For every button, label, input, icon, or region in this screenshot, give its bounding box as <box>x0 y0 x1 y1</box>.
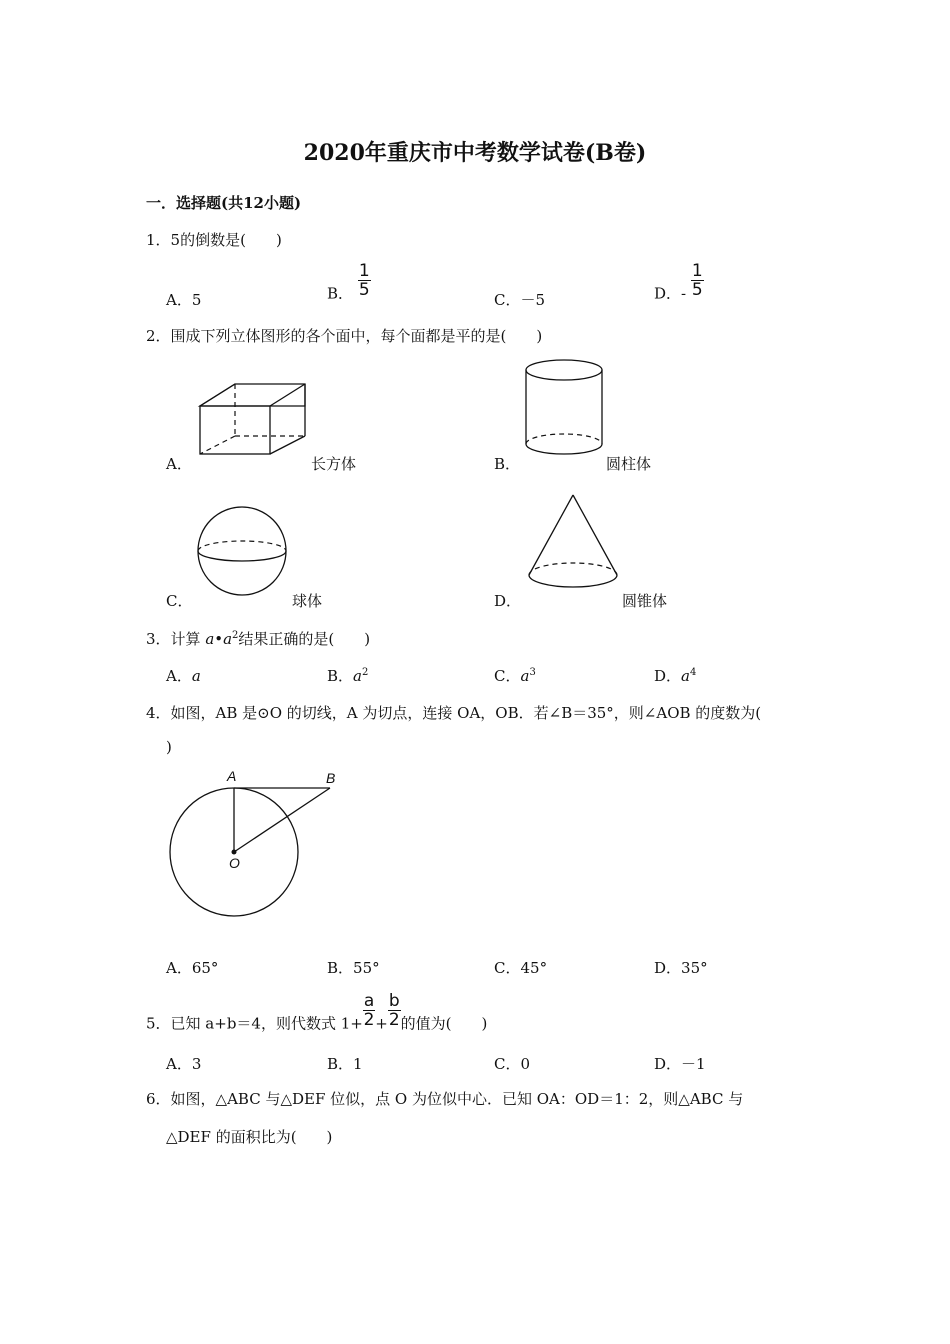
q3-option-a-prefix: A． <box>166 667 192 685</box>
fraction-denominator: 2 <box>388 1010 400 1030</box>
q4-option-b: B．55° <box>327 959 380 977</box>
q5-stem-suffix: 的值为( ) <box>400 1014 488 1033</box>
q1-option-d-prefix: D．- <box>654 284 687 303</box>
q3-stem-expression: a•a <box>205 630 233 648</box>
fraction-denominator: 2 <box>363 1010 375 1030</box>
q2-option-d-label: 圆锥体 <box>622 592 668 610</box>
q3-option-c-value: a <box>520 667 530 685</box>
question-1-stem: 1．5的倒数是( ) <box>146 231 282 249</box>
q5-stem-prefix: 5．已知 a+b＝4，则代数式 1+ <box>146 1014 363 1033</box>
q2-option-b-label: 圆柱体 <box>606 455 652 473</box>
q5-option-c: C．0 <box>494 1055 531 1073</box>
q3-option-c <box>494 665 536 686</box>
q4-option-c: C．45° <box>494 959 548 977</box>
fraction-numerator: 1 <box>691 261 703 281</box>
point-label-b: B <box>326 770 336 786</box>
question-5-stem <box>146 992 487 1034</box>
q1-option-d <box>654 262 704 304</box>
q5-plus-sign: + <box>375 1014 388 1033</box>
q5-fraction-b <box>388 992 401 1029</box>
q4-option-d: D．35° <box>654 959 708 977</box>
fraction-numerator: a <box>363 991 375 1011</box>
cuboid-figure <box>195 382 310 458</box>
fraction-denominator: 5 <box>691 280 703 300</box>
q3-option-c-prefix: C． <box>494 667 521 685</box>
q3-stem-suffix: 结果正确的是( ) <box>238 630 371 648</box>
section-heading: 一．选择题(共12小题) <box>146 194 302 212</box>
q3-option-d-value: a <box>681 667 690 685</box>
fraction-numerator: b <box>388 991 400 1011</box>
question-3-stem <box>146 628 370 649</box>
q2-option-c-letter: C． <box>166 592 193 610</box>
fraction-numerator: 1 <box>358 261 370 281</box>
q3-option-a-value: a <box>191 667 201 685</box>
q3-stem-exponent: 2 <box>232 630 239 641</box>
q1-option-b-prefix: B． <box>327 284 354 303</box>
q3-option-d-prefix: D． <box>654 667 682 685</box>
q1-option-d-fraction <box>691 262 704 299</box>
q3-option-b-value: a <box>353 667 362 685</box>
q5-option-a: A．3 <box>166 1055 202 1073</box>
cone-figure <box>527 493 619 597</box>
q3-option-b <box>327 665 368 686</box>
q3-stem-prefix: 3．计算 <box>146 630 206 648</box>
q3-option-b-exponent: 2 <box>361 667 369 678</box>
q2-option-c-label: 球体 <box>292 592 323 610</box>
cylinder-figure <box>524 358 604 458</box>
fraction-denominator: 5 <box>358 280 370 300</box>
q2-option-b-letter: B． <box>494 455 521 473</box>
q5-option-d: D．－1 <box>654 1055 706 1073</box>
q1-option-c: C．－5 <box>494 291 546 309</box>
point-label-o: O <box>229 855 240 871</box>
q5-fraction-a <box>363 992 375 1029</box>
question-4-stem-line1: 4．如图，AB 是⊙O 的切线，A 为切点，连接 OA，OB．若∠B＝35°，则∠AOB 的度数为( <box>146 704 762 722</box>
point-label-a: A <box>227 768 237 784</box>
sphere-figure <box>196 505 290 597</box>
q5-option-b: B．1 <box>327 1055 363 1073</box>
q3-option-b-prefix: B． <box>327 667 354 685</box>
q3-option-d-exponent: 4 <box>689 667 697 678</box>
question-6-stem-line2: △DEF 的面积比为( ) <box>166 1128 333 1146</box>
page-title: 2020年重庆市中考数学试卷(B卷) <box>303 140 647 166</box>
q1-option-a: A．5 <box>166 291 202 309</box>
q2-option-a-label: 长方体 <box>311 455 357 473</box>
q3-option-a <box>166 665 201 686</box>
q3-option-d <box>654 665 696 686</box>
question-4-stem-line2: ) <box>166 738 172 756</box>
q3-option-c-exponent: 3 <box>529 667 536 678</box>
q4-option-a: A．65° <box>166 959 219 977</box>
q1-option-b-fraction <box>358 262 371 299</box>
q2-option-d-letter: D． <box>494 592 522 610</box>
question-2-stem: 2．围成下列立体图形的各个面中，每个面都是平的是( ) <box>146 327 543 345</box>
q1-option-b <box>327 262 371 304</box>
circle-tangent-figure <box>168 768 343 918</box>
question-6-stem-line1: 6．如图，△ABC 与△DEF 位似，点 O 为位似中心．已知 OA：OD＝1：2，则△ABC 与 <box>146 1090 744 1108</box>
q2-option-a-letter: A． <box>166 455 192 473</box>
